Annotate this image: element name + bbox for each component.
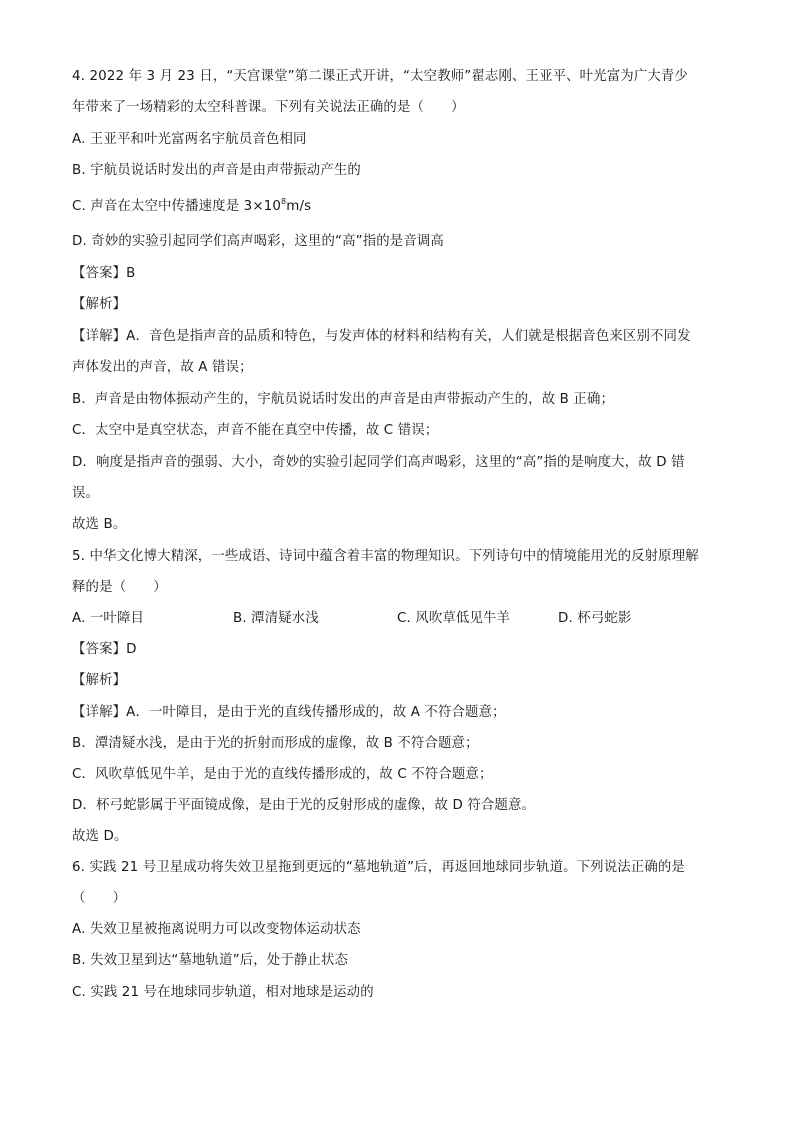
q4-analysis-label: 【解析】 <box>72 297 127 312</box>
q5-option-c: C. 风吹草低见牛羊 <box>397 611 511 626</box>
q4-detail-line2: 声体发出的声音，故 A 错误； <box>72 360 253 375</box>
q5-detail-line2: B．潭清疑水浅，是由于光的折射而形成的虚像，故 B 不符合题意； <box>72 736 479 751</box>
q5-detail-line1: 【详解】A．一叶障目，是由于光的直线传播形成的，故 A 不符合题意； <box>72 705 506 720</box>
q4-option-c-suffix: m/s <box>286 199 312 214</box>
q5-option-b: B. 潭清疑水浅 <box>233 611 319 626</box>
q5-option-d: D. 杯弓蛇影 <box>558 611 632 626</box>
q5-analysis-label: 【解析】 <box>72 673 127 688</box>
q4-conclusion: 故选 B。 <box>72 517 127 532</box>
q4-detail-line3: B．声音是由物体振动产生的，宇航员说话时发出的声音是由声带振动产生的，故 B 正确； <box>72 392 615 407</box>
q5-detail-line3: C．风吹草低见牛羊，是由于光的直线传播形成的，故 C 不符合题意； <box>72 767 493 782</box>
q4-detail-line6: 误。 <box>72 486 100 501</box>
q6-stem-line1: 6. 实践 21 号卫星成功将失效卫星拖到更远的“墓地轨道”后，再返回地球同步轨道。下列说法正确的是 <box>72 860 685 875</box>
q6-option-b: B. 失效卫星到达“墓地轨道”后，处于静止状态 <box>72 953 349 968</box>
q6-stem-line2: （ ） <box>72 891 127 906</box>
q4-option-b: B. 宇航员说话时发出的声音是由声带振动产生的 <box>72 163 361 178</box>
q5-stem-line1: 5. 中华文化博大精深，一些成语、诗词中蕴含着丰富的物理知识。下列诗句中的情境能用光的反射原理解 <box>72 549 699 564</box>
q5-detail-line4: D．杯弓蛇影属于平面镜成像，是由于光的反射形成的虚像，故 D 符合题意。 <box>72 798 536 813</box>
q4-option-c <box>72 197 732 217</box>
q5-answer: 【答案】D <box>72 642 137 657</box>
q6-option-c: C. 实践 21 号在地球同步轨道，相对地球是运动的 <box>72 985 374 1000</box>
q4-stem-line2: 年带来了一场精彩的太空科普课。下列有关说法正确的是（ ） <box>72 100 465 115</box>
q4-stem-line1: 4. 2022 年 3 月 23 日，“天宫课堂”第二课正式开讲，“太空教师”翟志刚、王亚平、叶光富为广大青少 <box>72 69 689 84</box>
q4-detail-line5: D．响度是指声音的强弱、大小，奇妙的实验引起同学们高声喝彩，这里的“高”指的是响度大，故 D 错 <box>72 455 685 470</box>
q4-answer: 【答案】B <box>72 266 136 281</box>
q4-detail-line1: 【详解】A．音色是指声音的品质和特色，与发声体的材料和结构有关，人们就是根据音色来区别不同发 <box>72 329 691 344</box>
q4-detail-line4: C．太空中是真空状态，声音不能在真空中传播，故 C 错误； <box>72 423 439 438</box>
q4-option-a: A. 王亚平和叶光富两名宇航员音色相同 <box>72 132 307 147</box>
q6-option-a: A. 失效卫星被拖离说明力可以改变物体运动状态 <box>72 922 361 937</box>
q4-option-d: D. 奇妙的实验引起同学们高声喝彩，这里的“高”指的是音调高 <box>72 234 444 249</box>
q5-option-a: A. 一叶障目 <box>72 611 145 626</box>
q5-stem-line2: 释的是（ ） <box>72 580 167 595</box>
q5-conclusion: 故选 D。 <box>72 829 128 844</box>
q4-option-c-exponent: 8 <box>281 197 287 206</box>
q4-option-c-prefix: C. 声音在太空中传播速度是 3×10 <box>72 199 282 214</box>
